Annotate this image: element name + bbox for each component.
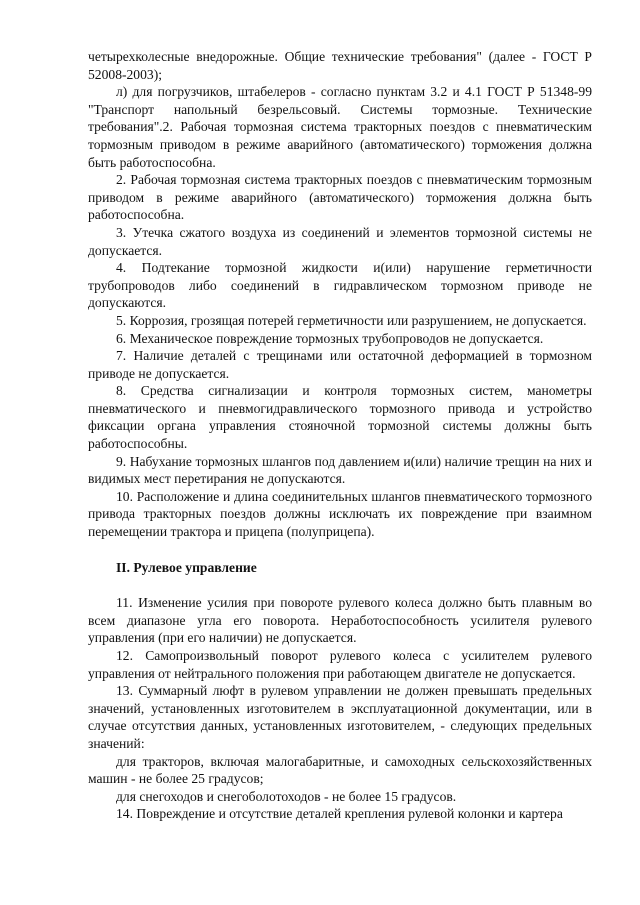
paragraph-item-13: 13. Суммарный люфт в рулевом управлении не должен превышать предельных значений, установленных изготовителем в эксплуатационной документации, или в случае отсутствия данных, установленных изготовителем, - следующих предельных значений:: [88, 683, 592, 751]
paragraph-item-4: 4. Подтекание тормозной жидкости и(или) нарушение герметичности трубопроводов либо соединений в гидравлическом тормозном приводе не допускаются.: [88, 260, 592, 311]
paragraph-limit-tractors: для тракторов, включая малогабаритные, и самоходных сельскохозяйственных машин - не более 25 градусов;: [88, 753, 592, 787]
paragraph-item-10: 10. Расположение и длина соединительных шлангов пневматического тормозного привода тракторных поездов должны исключать их повреждение при взаимном перемещении трактора и прицепа (полуприцепа).: [88, 488, 592, 540]
paragraph-item-7: 7. Наличие деталей с трещинами или остаточной деформацией в тормозном приводе не допускается.: [88, 348, 592, 381]
paragraph-item-12: 12. Самопроизвольный поворот рулевого колеса с усилителем рулевого управления от нейтрального положения при работающем двигателе не допускается.: [88, 648, 592, 681]
paragraph-item-5: 5. Коррозия, грозящая потерей герметичности или разрушением, не допускается.: [116, 312, 587, 328]
paragraph-item-3: 3. Утечка сжатого воздуха из соединений и элементов тормозной системы не допускается.: [88, 224, 592, 258]
paragraph-item-6: 6. Механическое повреждение тормозных трубопроводов не допускается.: [116, 330, 544, 346]
paragraph-item-8: 8. Средства сигнализации и контроля тормозных систем, манометры пневматического и пневмогидравлического тормозного привода и устройство фиксации органа управления стояночной тормозной системы должны быть работоспособны.: [88, 383, 592, 452]
paragraph-item-11: 11. Изменение усилия при повороте рулевого колеса должно быть плавным во всем диапазоне угла его поворота. Неработоспособность усилителя рулевого управления (при его наличии) не допускается.: [88, 595, 592, 646]
paragraph-limit-snowmobiles: для снегоходов и снегоболотоходов - не более 15 градусов.: [116, 788, 457, 804]
paragraph-gost-52008-continuation: четырехколесные внедорожные. Общие технические требования" (далее - ГОСТ Р 52008-2003);: [88, 49, 592, 82]
paragraph-item-2: 2. Рабочая тормозная система тракторных поездов с пневматическим тормозным приводом в режиме аварийного (автоматического) торможения должна быть работоспособна.: [88, 172, 592, 223]
section-heading-steering: II. Рулевое управление: [116, 559, 257, 575]
paragraph-item-9: 9. Набухание тормозных шлангов под давлением и(или) наличие трещин на них и видимых мест перетирания не допускаются.: [88, 453, 592, 487]
paragraph-item-14: 14. Повреждение и отсутствие деталей крепления рулевой колонки и картера: [116, 806, 563, 822]
paragraph-item-l-loaders: л) для погрузчиков, штабелеров - согласно пунктам 3.2 и 4.1 ГОСТ Р 51348-99 "Транспорт напольный безрельсовый. Системы тормозные. Технические требования".2. Рабочая тормозная система тракторных поездов с пневматическим тормозным приводом в режиме аварийного (автоматического) торможения должна быть работоспособна.: [88, 84, 592, 170]
